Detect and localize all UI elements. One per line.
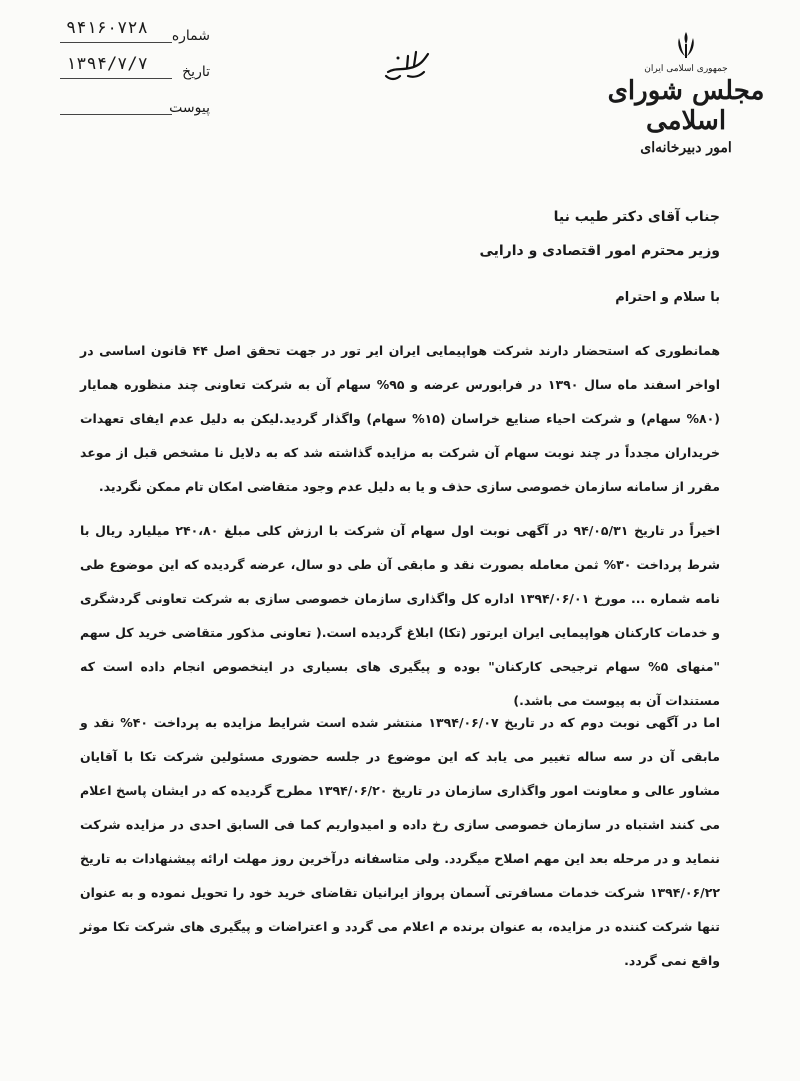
national-emblem-icon (673, 30, 699, 60)
attachment-field (60, 86, 210, 122)
date-label: تاریخ (182, 64, 210, 80)
body-paragraph-1: همانطوری که استحضار دارند شرکت هواپیمایی ایران ایر تور در جهت تحقق اصل ۴۴ قانون اساسی در اواخر اسفند ماه سال ۱۳۹۰ در فرابورس عرضه و ۹۵% سهام آن به شرکت تعاونی چند منظوره همایار (۸۰% سهام) و شرکت احیاء صنایع خراسان (۱۵% سهام) واگذار گردید.لیکن به دلیل عدم ایفای تعهدات خریداران مجدداً در چند نوبت سهام آن شرکت به مزایده گذاشته شد که به دلایل نا مشخص قبل از موعد مقرر از سامانه سازمان خصوصی سازی حذف و یا به دلیل عدم وجود متقاضی امکان تام ممکن نگردید. (80, 343, 720, 494)
body-paragraph-2: اخیراً در تاریخ ۹۴/۰۵/۳۱ در آگهی نوبت اول سهام آن شرکت با ارزش کلی مبلغ ۲۴۰،۸۰ میلیارد ریال با شرط پرداخت ۳۰% ثمن معامله بصورت نقد و مابقی آن طی دو سال، عرضه گردیده که این موضوع طی نامه شماره ... مورخ ۱۳۹۴/۰۶/۰۱ اداره کل واگذاری سازمان خصوصی سازی به شرکت تعاونی گردشگری و خدمات کارکنان هواپیمایی ایران ایرتور (تکا) ابلاغ گردیده است.( تعاونی مذکور متقاضی خرید کل سهم "منهای ۵% سهام ترجیحی کارکنان" بوده و پیگیری های بسیاری در اینخصوص انجام داده است که مستندات آن به پیوست می باشد.) (80, 523, 720, 708)
number-line (60, 42, 172, 43)
number-label: شماره (171, 28, 210, 44)
recipient-block (479, 200, 720, 268)
attachment-label: پیوست (169, 100, 210, 116)
org-name: مجلس شورای اسلامی (607, 76, 765, 136)
body-paragraph-3: اما در آگهی نوبت دوم که در تاریخ ۱۳۹۴/۰۶/۰۷ منتشر شده است شرایط مزایده به پرداخت ۴۰% نقد و مابقی آن در سه ساله تغییر می یابد که این موضوع در جلسه حضوری مسئولین شرکت تکا با آقایان مشاور عالی و معاونت امور واگذاری سازمان در تاریخ ۱۳۹۴/۰۶/۲۰ مطرح گردیده که در ایشان پاسخ اعلام می کنند اشتباه در سازمان خصوصی سازی رخ داده و امیدواریم کما فی السابق احدی در مزایده شرکت ننماید و در مرحله بعد این مهم اصلاح میگردد. ولی متاسفانه درآخرین روز مهلت ارائه پیشنهادات به تاریخ ۱۳۹۴/۰۶/۲۲ شرکت خدمات مسافرتی آسمان پرواز ایرانیان تقاضای خرید خود را تحویل نموده و به عنوان تنها شرکت کننده در مزایده، به عنوان برنده م اعلام می گردد و اعتراضات و پیگیری های شرکت تکا موثر واقع نمی گردد. (80, 715, 720, 968)
date-field (60, 50, 210, 86)
attachment-line (60, 114, 172, 115)
date-value: ۱۳۹۴/۷/۷ (66, 54, 148, 74)
org-department: امور دبیرخانه‌ای (640, 140, 732, 156)
date-line (60, 78, 172, 79)
recipient-name: جناب آقای دکتر طیب نیا (553, 209, 720, 225)
recipient-title: وزیر محترم امور اقتصادی و دارایی (479, 243, 720, 259)
letter-meta (60, 14, 210, 122)
salutation: با سلام و احترام (615, 290, 720, 305)
org-top-line: جمهوری اسلامی ایران (644, 64, 728, 74)
organization-header (606, 30, 766, 156)
number-value: ۹۴۱۶۰۷۲۸ (66, 18, 148, 38)
number-field (60, 14, 210, 50)
basmala-calligraphy-icon (380, 46, 434, 86)
